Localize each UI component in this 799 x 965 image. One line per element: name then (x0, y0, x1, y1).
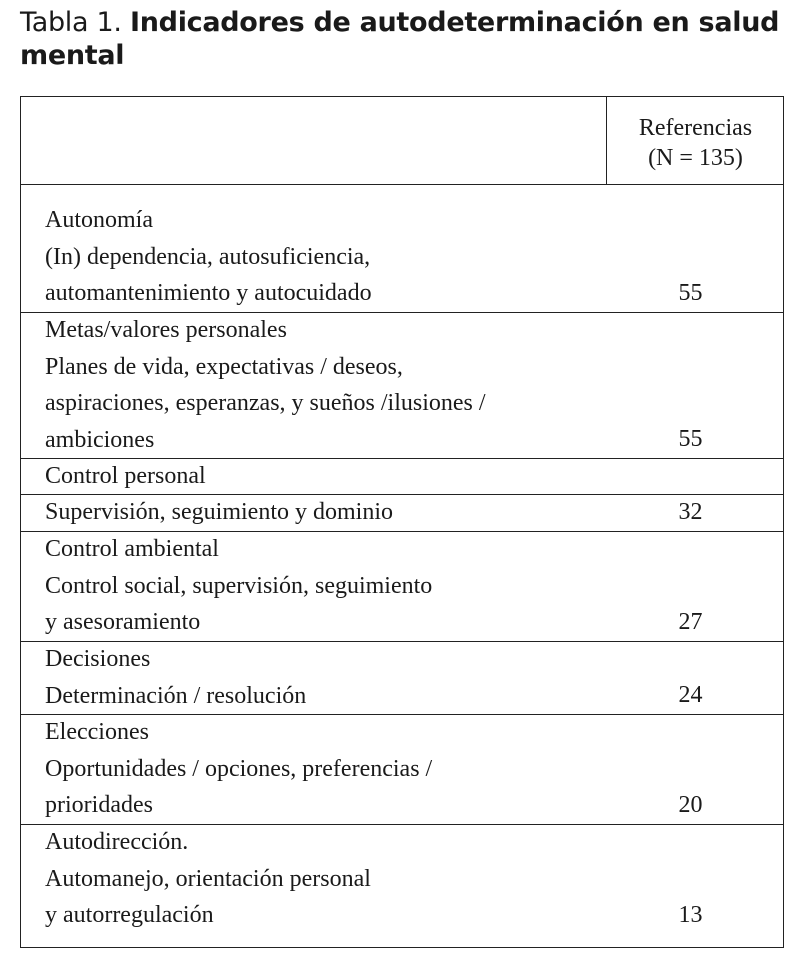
row-indicator (45, 458, 605, 495)
row-category: Autodirección. (45, 829, 189, 855)
row-indicator (45, 824, 605, 934)
row-description: ambiciones (45, 426, 155, 453)
row-description: (In) dependencia, autosuficiencia, (45, 243, 371, 270)
table-header (21, 97, 783, 185)
row-description: Oportunidades / opciones, preferencias / (45, 755, 433, 782)
table-caption (20, 6, 785, 72)
table-row (21, 824, 783, 934)
row-indicator (45, 531, 605, 641)
table-title: Indicadores de autodeterminación en salud mental (20, 7, 780, 71)
references-header-label: Referencias (638, 115, 753, 141)
row-category: Elecciones (45, 719, 149, 745)
row-description: automantenimiento y autocuidado (45, 280, 372, 306)
row-category: Control personal (45, 463, 206, 489)
header-column-divider (606, 97, 607, 184)
table-row (21, 312, 783, 459)
table-row (21, 458, 783, 495)
table-row (21, 202, 783, 313)
row-reference-count: 32 (678, 498, 703, 525)
row-description: aspiraciones, esperanzas, y sueños /ilusiones / (45, 390, 486, 416)
row-reference-count: 55 (678, 279, 703, 306)
row-reference-count: 24 (678, 681, 703, 708)
row-description: prioridades (45, 792, 153, 818)
row-indicator (45, 641, 605, 714)
table-row (21, 531, 783, 642)
table-row (21, 641, 783, 715)
data-table (20, 96, 784, 948)
row-description: Supervisión, seguimiento y dominio (45, 499, 393, 525)
references-header-count: (N = 135) (648, 145, 743, 171)
row-description: Automanejo, orientación personal (45, 865, 371, 892)
table-label: Tabla 1. (20, 7, 122, 38)
row-description: y asesoramiento (45, 609, 201, 635)
row-description: y autorregulación (45, 902, 214, 928)
row-indicator (45, 494, 605, 531)
references-column-header (608, 113, 783, 173)
row-description: Planes de vida, expectativas / deseos, (45, 353, 403, 380)
row-reference-count: 27 (678, 608, 703, 635)
row-reference-count: 20 (678, 791, 703, 818)
table-row (21, 714, 783, 825)
row-description: Determinación / resolución (45, 682, 307, 709)
table-row (21, 494, 783, 532)
row-reference-count: 55 (678, 425, 703, 452)
row-indicator (45, 312, 605, 458)
row-category: Decisiones (45, 646, 151, 672)
row-description: Control social, supervisión, seguimiento (45, 572, 433, 599)
row-reference-count: 13 (678, 901, 703, 928)
row-category: Metas/valores personales (45, 317, 287, 343)
row-indicator (45, 202, 605, 312)
row-category: Autonomía (45, 207, 153, 233)
row-indicator (45, 714, 605, 824)
row-category: Control ambiental (45, 536, 219, 562)
